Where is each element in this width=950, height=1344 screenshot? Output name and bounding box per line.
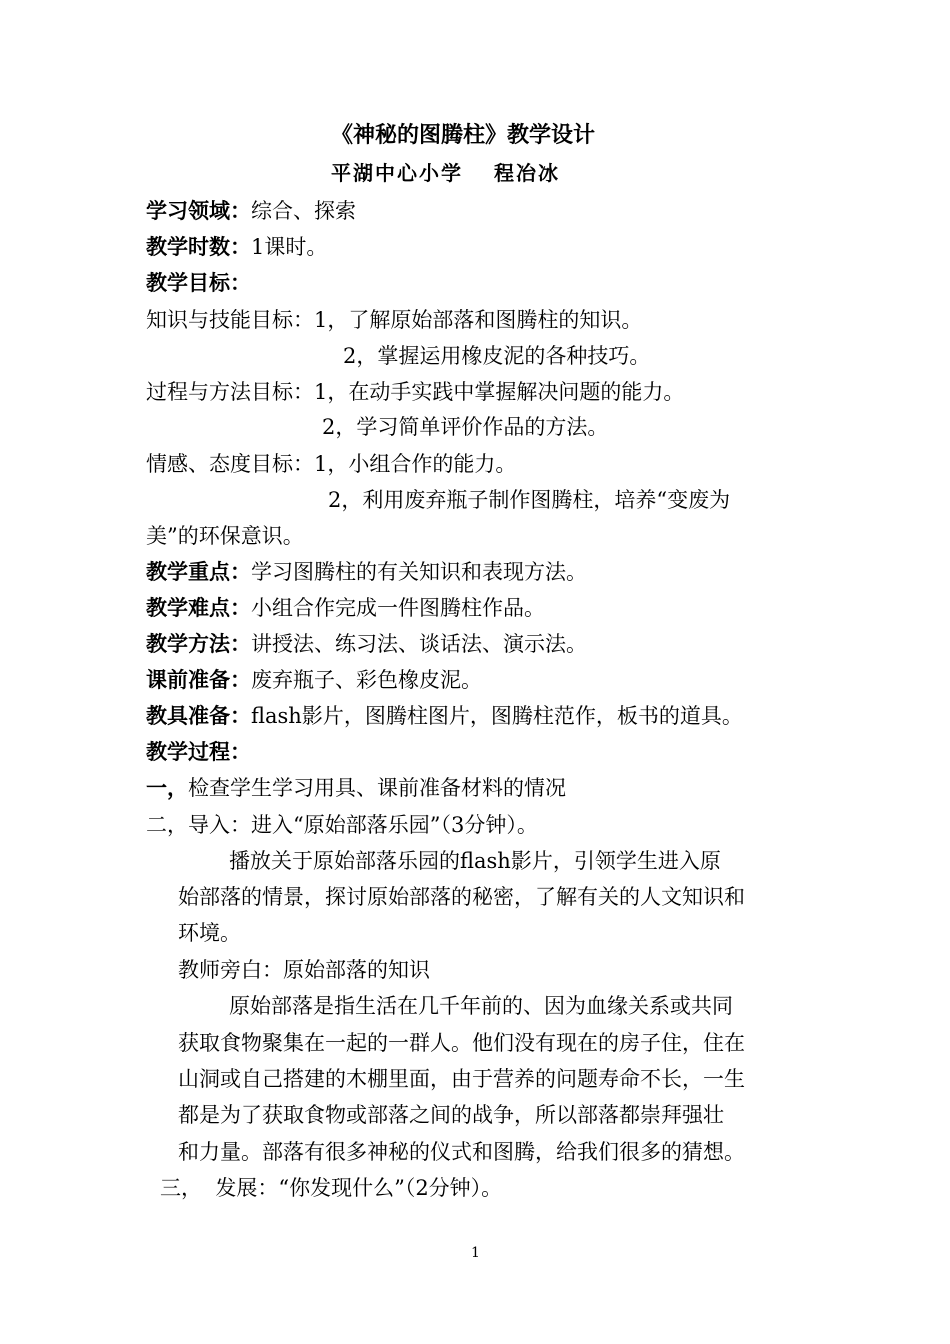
field-domain bbox=[146, 196, 356, 226]
colon: ： bbox=[230, 596, 251, 620]
colon: ： bbox=[230, 235, 251, 259]
colon: ： bbox=[230, 632, 251, 656]
field-focus bbox=[146, 557, 587, 587]
field-value: flash影片，图腾柱图片，图腾柱范作，板书的道具。 bbox=[251, 704, 743, 728]
field-value: 综合、探索 bbox=[251, 199, 356, 223]
field-value: 小组合作完成一件图腾柱作品。 bbox=[251, 596, 545, 620]
field-value: 讲授法、练习法、谈话法、演示法。 bbox=[251, 632, 587, 656]
field-label: 课前准备 bbox=[146, 668, 230, 692]
paragraph-line: 都是为了获取食物或部落之间的战争，所以部落都崇拜强壮 bbox=[178, 1103, 724, 1127]
paragraph-line: 和力量。部落有很多神秘的仪式和图腾，给我们很多的猜想。 bbox=[178, 1140, 745, 1164]
field-method bbox=[146, 629, 587, 659]
field-label: 教学难点 bbox=[146, 596, 230, 620]
paragraph-line: 播放关于原始部落乐园的flash影片，引领学生进入原 bbox=[229, 849, 721, 873]
goal-knowledge-1: 知识与技能目标：1，了解原始部落和图腾柱的知识。 bbox=[146, 308, 643, 332]
goal-process-1: 过程与方法目标：1，在动手实践中掌握解决问题的能力。 bbox=[146, 380, 685, 404]
field-label: 教学重点 bbox=[146, 560, 230, 584]
field-prep bbox=[146, 665, 482, 695]
paragraph-line: 始部落的情景，探讨原始部落的秘密，了解有关的人文知识和 bbox=[178, 885, 745, 909]
colon: ： bbox=[230, 704, 251, 728]
field-value: 1课时。 bbox=[251, 235, 328, 259]
section-goals-heading: 教学目标： bbox=[146, 271, 251, 295]
page-number: 1 bbox=[471, 1245, 480, 1261]
goal-process-2: 2，学习简单评价作品的方法。 bbox=[322, 415, 609, 439]
step-text: 检查学生学习用具、课前准备材料的情况 bbox=[188, 776, 566, 800]
document-subtitle: 平湖中心小学 程冶冰 bbox=[331, 161, 560, 185]
field-label: 教具准备 bbox=[146, 704, 230, 728]
field-label: 教学时数 bbox=[146, 235, 230, 259]
field-tools bbox=[146, 701, 743, 731]
colon: ： bbox=[230, 199, 251, 223]
colon: ： bbox=[230, 668, 251, 692]
teacher-aside: 教师旁白：原始部落的知识 bbox=[178, 958, 430, 982]
field-difficulty bbox=[146, 593, 545, 623]
goal-knowledge-2: 2，掌握运用橡皮泥的各种技巧。 bbox=[343, 344, 651, 368]
colon: ： bbox=[230, 560, 251, 584]
step-2: 二，导入：进入“原始部落乐园”（3分钟）。 bbox=[146, 813, 538, 837]
goal-emotion-2: 2，利用废弃瓶子制作图腾柱，培养“变废为 bbox=[328, 488, 731, 512]
section-process-heading: 教学过程： bbox=[146, 740, 251, 764]
field-value: 废弃瓶子、彩色橡皮泥。 bbox=[251, 668, 482, 692]
step-3: 三， 发展：“你发现什么”（2分钟）。 bbox=[160, 1176, 503, 1200]
field-value: 学习图腾柱的有关知识和表现方法。 bbox=[251, 560, 587, 584]
field-label: 学习领域 bbox=[146, 199, 230, 223]
paragraph-line: 原始部落是指生活在几千年前的、因为血缘关系或共同 bbox=[229, 994, 733, 1018]
field-label: 教学方法 bbox=[146, 632, 230, 656]
paragraph-line: 山洞或自己搭建的木棚里面，由于营养的问题寿命不长，一生 bbox=[178, 1067, 745, 1091]
step-number: 一， bbox=[146, 776, 188, 800]
step-1 bbox=[146, 773, 566, 803]
goal-emotion-1: 情感、态度目标：1，小组合作的能力。 bbox=[146, 452, 517, 476]
document-title: 《神秘的图腾柱》教学设计 bbox=[331, 123, 596, 148]
goal-emotion-3: 美”的环保意识。 bbox=[146, 524, 304, 548]
paragraph-line: 获取食物聚集在一起的一群人。他们没有现在的房子住，住在 bbox=[178, 1031, 745, 1055]
field-hours bbox=[146, 232, 327, 262]
paragraph-line: 环境。 bbox=[178, 921, 241, 945]
